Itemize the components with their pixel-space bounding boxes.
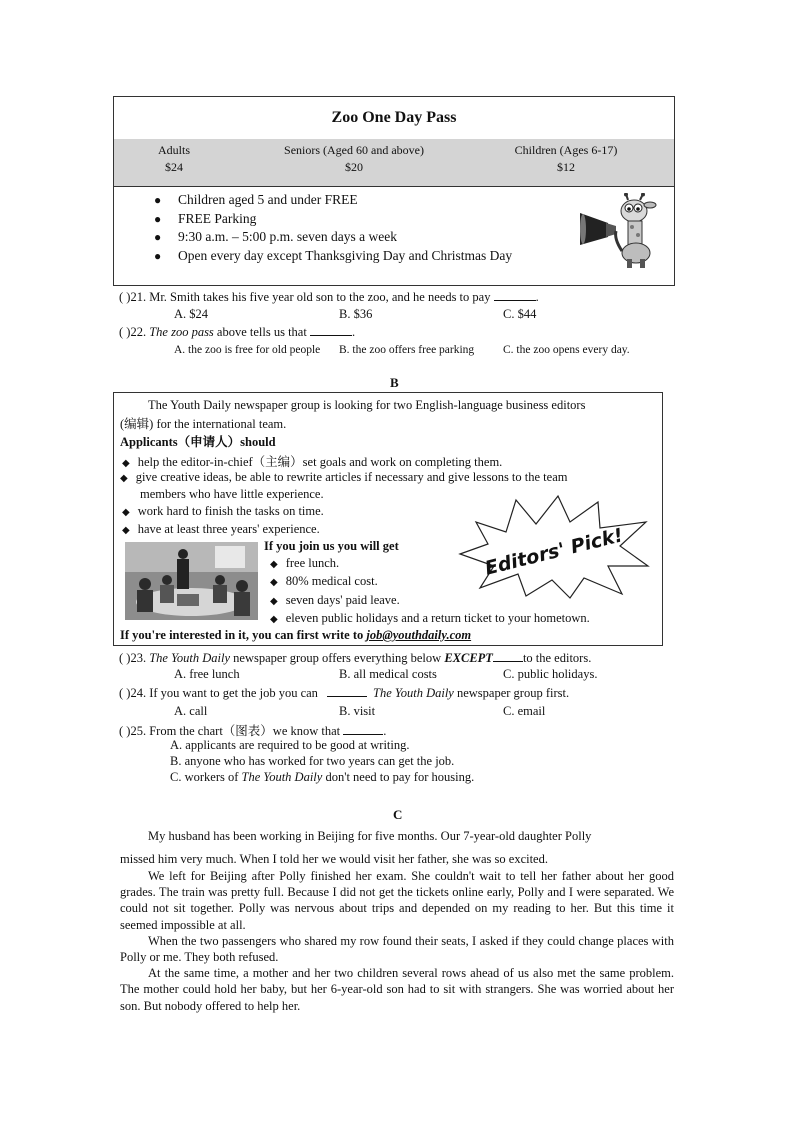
- requirement-item: ◆ have at least three years' experience.: [122, 522, 320, 536]
- passage-body: [120, 868, 674, 1014]
- price-seniors: Seniors (Aged 60 and above) $20: [284, 143, 424, 174]
- zoo-pass-title: Zoo One Day Pass: [114, 97, 674, 140]
- giraffe-megaphone-illustration: [578, 193, 662, 269]
- q23-option-a: A. free lunch: [174, 667, 240, 681]
- diamond-bullet-icon: ◆: [270, 559, 278, 570]
- bullet-icon: ●: [154, 230, 162, 244]
- q22-option-a: A. the zoo is free for old people: [174, 344, 321, 356]
- question-21: ( )21. Mr. Smith takes his five year old son to the zoo, and he needs to pay .: [119, 290, 539, 304]
- benefit-item: ◆ eleven public holidays and a return ticket to your hometown.: [270, 611, 590, 625]
- diamond-bullet-icon: ◆: [122, 507, 130, 518]
- answer-blank: [327, 685, 367, 697]
- office-meeting-photo: [125, 542, 258, 620]
- diamond-bullet-icon: ◆: [122, 458, 130, 469]
- question-24: ( )24. If you want to get the job you can The Youth Daily newspaper group first.: [119, 686, 570, 700]
- contact-email-link[interactable]: job@youthdaily.com: [366, 628, 472, 642]
- diamond-bullet-icon: ◆: [270, 577, 278, 588]
- ad-intro-line-2: (编辑) for the international team.: [120, 417, 287, 431]
- q21-option-c: C. $44: [503, 307, 537, 321]
- section-c-heading: C: [393, 807, 403, 822]
- zoo-feature: ● 9:30 a.m. – 5:00 p.m. seven days a week: [154, 228, 512, 247]
- answer-blank: [493, 650, 523, 662]
- zoo-features-list: [154, 191, 512, 265]
- passage-paragraph: When the two passengers who shared my row found their seats, I asked if they could change places with Polly or me. They both refused.: [120, 933, 674, 965]
- passage-paragraph: At the same time, a mother and her two children several rows ahead of us also met the same problem. The mother could hold her baby, but her 6-year-old son had to sit with strangers. She was worried about her son. But nobody offered to help her.: [120, 966, 674, 1013]
- diamond-bullet-icon: ◆: [270, 614, 278, 625]
- q22-option-b: B. the zoo offers free parking: [339, 344, 475, 356]
- answer-blank: [310, 324, 352, 336]
- zoo-feature: ● Children aged 5 and under FREE: [154, 191, 512, 210]
- requirement-item: ◆ give creative ideas, be able to rewrite articles if necessary and give lessons to the team: [120, 470, 568, 484]
- zoo-feature: ● FREE Parking: [154, 210, 512, 229]
- benefit-item: ◆ free lunch.: [270, 556, 340, 570]
- bullet-icon: ●: [154, 193, 162, 207]
- requirement-item: ◆ help the editor-in-chief（主编）set goals and work on completing them.: [122, 455, 503, 469]
- contact-line: If you're interested in it, you can first write to job@youthdaily.com: [120, 628, 472, 642]
- q24-option-c: C. email: [503, 704, 546, 718]
- zoo-price-row: [114, 139, 674, 187]
- q25-option-a: A. applicants are required to be good at writing.: [170, 738, 410, 752]
- requirement-item-continued: members who have little experience.: [140, 487, 324, 501]
- q21-option-a: A. $24: [174, 307, 209, 321]
- answer-blank: [494, 289, 536, 301]
- q22-option-c: C. the zoo opens every day.: [503, 344, 630, 356]
- requirement-item: ◆ work hard to finish the tasks on time.: [122, 504, 324, 518]
- diamond-bullet-icon: ◆: [120, 473, 128, 484]
- price-children: Children (Ages 6-17) $12: [514, 143, 618, 174]
- question-22: ( )22. The zoo pass above tells us that .: [119, 325, 356, 339]
- q25-option-c: C. workers of The Youth Daily don't need to pay for housing.: [170, 770, 475, 784]
- q24-option-a: A. call: [174, 704, 208, 718]
- bullet-icon: ●: [154, 211, 162, 226]
- q25-option-b: B. anyone who has worked for two years can get the job.: [170, 754, 455, 768]
- diamond-bullet-icon: ◆: [122, 525, 130, 536]
- question-23: ( )23. The Youth Daily newspaper group offers everything below EXCEPT to the editors.: [119, 651, 592, 665]
- ad-intro-line-1: The Youth Daily newspaper group is looking for two English-language business editors: [148, 398, 586, 412]
- editors-pick-badge: [458, 492, 650, 600]
- passage-line: My husband has been working in Beijing for five months. Our 7-year-old daughter Polly: [148, 829, 592, 843]
- q21-option-b: B. $36: [339, 307, 373, 321]
- passage-line: missed him very much. When I told her we would visit her father, she was so excited.: [120, 852, 548, 866]
- passage-paragraph: We left for Beijing after Polly finished her exam. She couldn't wait to tell her father about her good grades. The train was pretty full. Because I did not get the tickets online early, Polly and I were separated. We could not sit together. Polly was nervous about trips and depended on my reading to her. But this time it seemed impossible at all.: [120, 869, 674, 932]
- q23-option-c: C. public holidays.: [503, 667, 598, 681]
- editors-pick-text: Editors' Pick!: [482, 524, 626, 580]
- q23-option-b: B. all medical costs: [339, 667, 437, 681]
- diamond-bullet-icon: ◆: [270, 596, 278, 607]
- q24-option-b: B. visit: [339, 704, 376, 718]
- benefit-item: ◆ seven days' paid leave.: [270, 593, 400, 607]
- benefits-label: If you join us you will get: [264, 539, 399, 553]
- price-adults: Adults $24: [157, 143, 190, 174]
- applicants-label: Applicants（申请人）should: [120, 435, 276, 449]
- answer-blank: [343, 723, 383, 735]
- zoo-feature: ● Open every day except Thanksgiving Day and Christmas Day: [154, 247, 512, 266]
- bullet-icon: ●: [154, 248, 162, 263]
- question-25: ( )25. From the chart（图表）we know that .: [119, 724, 387, 738]
- section-b-heading: B: [390, 375, 399, 390]
- benefit-item: ◆ 80% medical cost.: [270, 574, 378, 588]
